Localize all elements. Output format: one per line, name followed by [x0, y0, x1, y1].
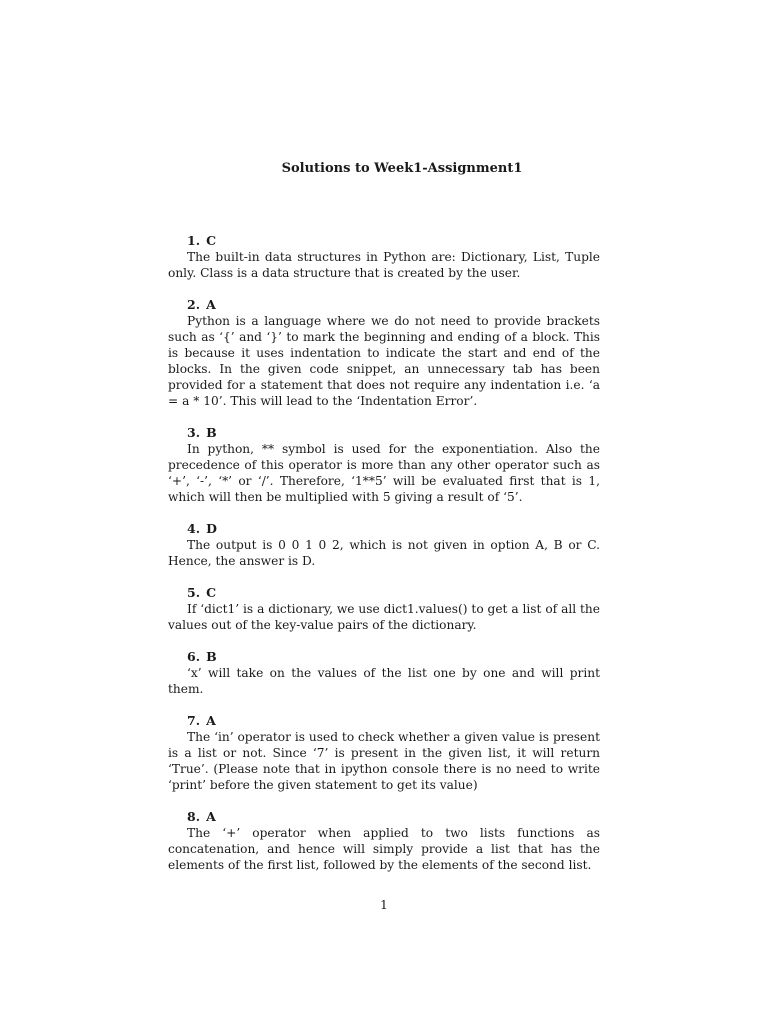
answer-number: 7.: [187, 713, 201, 728]
answer-number: 2.: [187, 297, 201, 312]
answer-explanation: The ‘+’ operator when applied to two lists functions as concatenation, and hence will simply provide a list that has the elements of the first list, followed by the elements of the second list.: [168, 826, 600, 872]
answer-letter: B: [206, 649, 217, 664]
answer-number: 5.: [187, 585, 201, 600]
answer-heading: [168, 425, 600, 441]
page-number: 1: [380, 898, 388, 912]
answer-letter: A: [206, 713, 216, 728]
answer-number: 4.: [187, 521, 201, 536]
answer-number: 3.: [187, 425, 201, 440]
answer-item-1: [168, 233, 600, 281]
answer-heading: [168, 297, 600, 313]
answer-number: 1.: [187, 233, 201, 248]
answer-letter: B: [206, 425, 217, 440]
answer-number: 6.: [187, 649, 201, 664]
answer-item-7: [168, 713, 600, 793]
answer-explanation: The ‘in’ operator is used to check whether a given value is present is a list or not. Since ‘7’ is present in the given list, it will return ‘True’. (Please note that in ipython console there is no need to write ‘print’ before the given statement to get its value): [168, 730, 600, 792]
answer-explanation: In python, ** symbol is used for the exponentiation. Also the precedence of this operator is more than any other operator such as ‘+’, ‘-’, ‘*’ or ‘/’. Therefore, ‘1**5’ will be evaluated first that is 1, which will then be multiplied with 5 giving a result of ‘5’.: [168, 442, 600, 504]
answer-heading: [168, 649, 600, 665]
answer-heading: [168, 521, 600, 537]
answer-letter: A: [206, 297, 216, 312]
answer-heading: [168, 585, 600, 601]
answer-letter: D: [206, 521, 217, 536]
answer-item-5: [168, 585, 600, 633]
document-title: Solutions to Week1-Assignment1: [281, 161, 523, 176]
answer-explanation: If ‘dict1’ is a dictionary, we use dict1.values() to get a list of all the values out of the key-value pairs of the dictionary.: [168, 602, 600, 632]
answer-explanation: The built-in data structures in Python are: Dictionary, List, Tuple only. Class is a data structure that is created by the user.: [168, 250, 600, 280]
answer-letter: C: [206, 233, 217, 248]
answer-item-2: [168, 297, 600, 409]
answer-explanation: ‘x’ will take on the values of the list one by one and will print them.: [168, 666, 600, 696]
answer-letter: C: [206, 585, 217, 600]
answer-heading: [168, 713, 600, 729]
answer-list: [168, 233, 600, 889]
answer-letter: A: [206, 809, 216, 824]
answer-number: 8.: [187, 809, 201, 824]
answer-heading: [168, 233, 600, 249]
answer-item-8: [168, 809, 600, 873]
answer-heading: [168, 809, 600, 825]
answer-item-4: [168, 521, 600, 569]
answer-item-3: [168, 425, 600, 505]
answer-explanation: The output is 0 0 1 0 2, which is not given in option A, B or C. Hence, the answer is D.: [168, 538, 600, 568]
answer-item-6: [168, 649, 600, 697]
answer-explanation: Python is a language where we do not need to provide brackets such as ‘{’ and ‘}’ to mark the beginning and ending of a block. This is because it uses indentation to indicate the start and end of the blocks. In the given code snippet, an unnecessary tab has been provided for a statement that does not require any indentation i.e. ‘a = a * 10’. This will lead to the ‘Indentation Error’.: [168, 314, 600, 408]
